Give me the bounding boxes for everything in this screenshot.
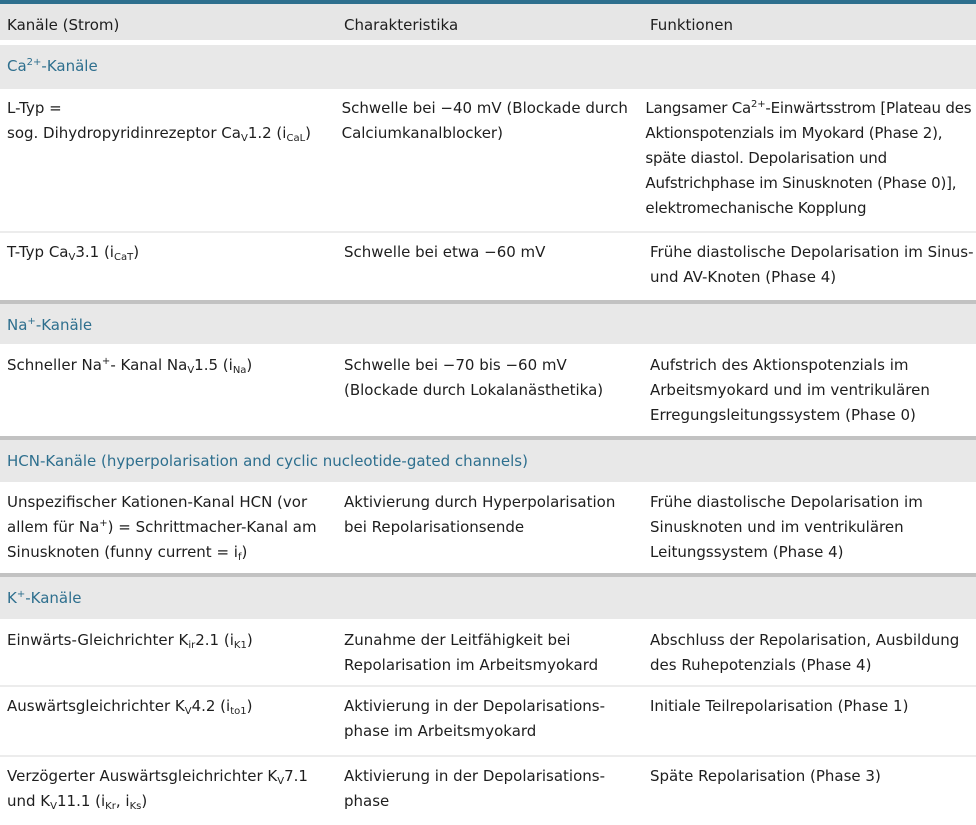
table-row (0, 755, 976, 825)
section-title-ca: $Ca^{2+}$-Kanäle (7, 57, 98, 75)
characteristic-cell: Schwelle bei etwa −60 mV (344, 243, 546, 261)
function-cell: Späte Repolarisation (Phase 3) (650, 767, 881, 785)
section-ca-channels (0, 45, 976, 89)
channel-cell: T-Typ $Ca_V3.1$ $(i_{CaT})$ (7, 243, 140, 263)
header-functions: Funktionen (650, 16, 733, 34)
characteristic-cell: Aktivierung durch Hyperpolarisation bei Repolarisationsende (344, 493, 616, 536)
section-na-channels (0, 300, 976, 344)
table-row (0, 89, 976, 231)
characteristic-cell: Zunahme der Leitfähigkeit bei Repolarisation im Arbeitsmyokard (344, 631, 599, 674)
function-cell: Frühe diastolische Depolarisation im Sinusknoten und im ventrikulären Leitungssystem (Phase 4) (650, 493, 923, 561)
table-row (0, 685, 976, 755)
table-row (0, 231, 976, 300)
header-characteristics: Charakteristika (344, 16, 459, 34)
function-cell: Frühe diastolische Depolarisation im Sinus- und AV-Knoten (Phase 4) (650, 243, 974, 286)
section-k-channels (0, 573, 976, 619)
function-cell: Abschluss der Repolarisation, Ausbildung des Ruhepotenzials (Phase 4) (650, 631, 960, 674)
channel-cell: Schneller Na+- Kanal $Na_V1.5$ $(i_{Na})$ (7, 356, 253, 376)
section-hcn-channels (0, 436, 976, 482)
channel-cell: Verzögerter Auswärtsgleichrichter $K_V7.1$ und $K_V11.1$ ($i_{Kr}$, $i_{Ks}$) (7, 767, 308, 812)
channel-cell: Auswärtsgleichrichter $K_V4.2$ $(i_{to1})$ (7, 697, 253, 717)
function-cell: Langsamer $Ca^{2+}$-Einwärtsstrom [Plateau des Aktionspotenzials im Myokard (Phase 2), späte diastol. Depolarisation und Aufstrichphase im Sinusknoten (Phase 0)], elektromechanische Kopplung (645, 99, 972, 217)
channel-cell: Einwärts-Gleichrichter $K_{ir}2.1$ $(i_{K1})$ (7, 631, 253, 651)
function-cell: Aufstrich des Aktionspotenzials im Arbeitsmyokard und im ventrikulären Erregungsleitungssystem (Phase 0) (650, 356, 930, 424)
characteristic-cell: Aktivierung in der Depolarisations-phase (344, 767, 606, 810)
section-title-k: K+-Kanäle (7, 589, 82, 607)
characteristic-cell: Schwelle bei −70 bis −60 mV (Blockade durch Lokalanästhetika) (344, 356, 604, 399)
function-cell: Initiale Teilrepolarisation (Phase 1) (650, 697, 909, 715)
section-title-hcn: HCN-Kanäle (hyperpolarisation and cyclic nucleotide-gated channels) (7, 452, 528, 470)
header-channels: Kanäle (Strom) (7, 16, 120, 34)
section-title-na: Na+-Kanäle (7, 316, 93, 334)
table-row (0, 344, 976, 436)
channel-cell: Unspezifischer Kationen-Kanal HCN (vor allem für Na+) = Schrittmacher-Kanal am Sinusknoten (funny current = $i_f$) (7, 493, 317, 563)
channel-cell: L-Typ = sog. Dihydropyridinrezeptor $Ca_V1.2$ $(i_{CaL})$ (7, 99, 312, 144)
characteristic-cell: Schwelle bei −40 mV (Blockade durch Calciumkanalblocker) (341, 99, 628, 142)
table-row (0, 619, 976, 685)
table-header-row (0, 4, 976, 45)
characteristic-cell: Aktivierung in der Depolarisations-phase im Arbeitsmyokard (344, 697, 606, 740)
table-row (0, 482, 976, 573)
